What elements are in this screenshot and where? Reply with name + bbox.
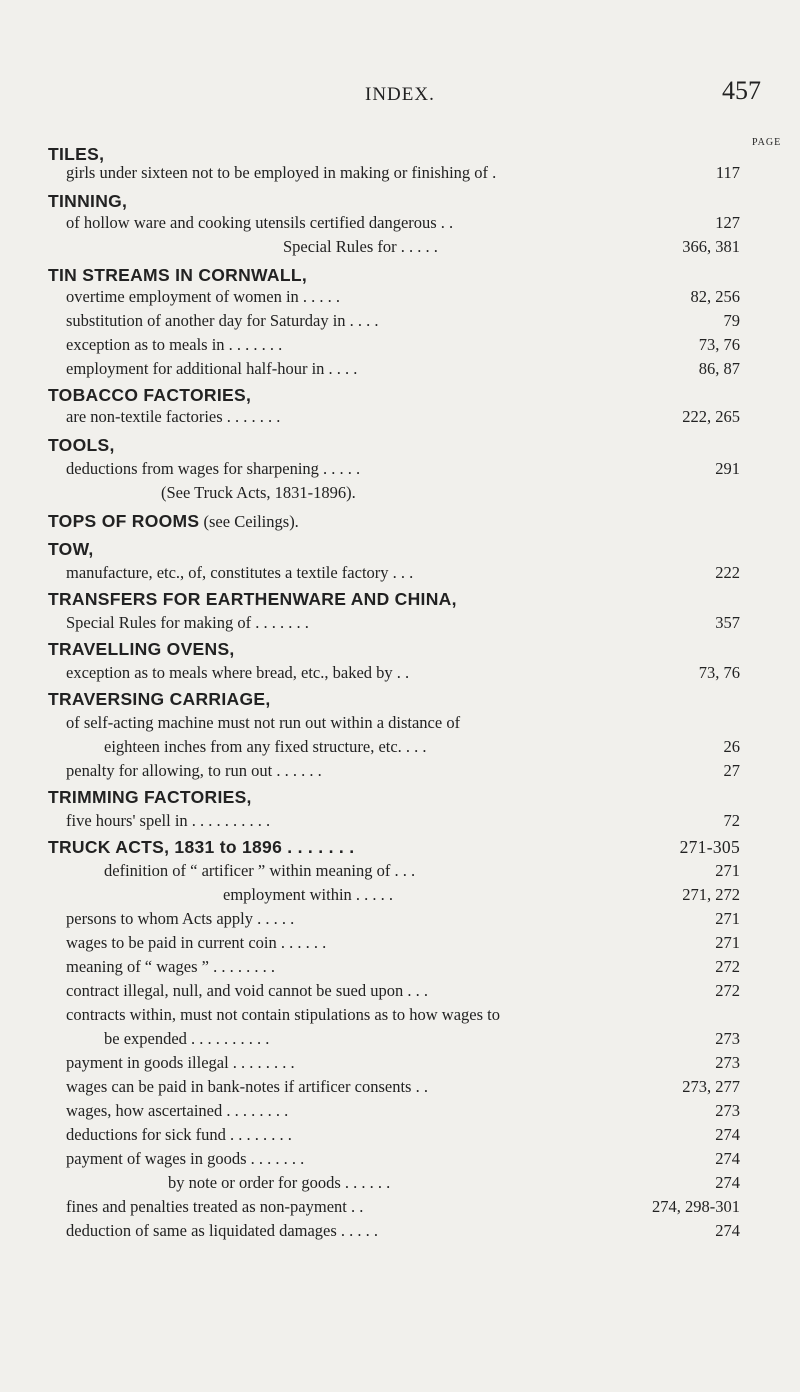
index-entry	[48, 236, 740, 258]
index-entry	[48, 162, 740, 184]
index-entry	[48, 1076, 740, 1098]
page-reference: 291	[715, 459, 740, 478]
entry-text: TRANSFERS FOR EARTHENWARE AND CHINA,	[48, 589, 457, 609]
index-entry	[48, 1220, 740, 1242]
page-reference: 117	[715, 163, 740, 182]
entry-text: deductions for sick fund . . . . . . . .	[66, 1125, 292, 1144]
entry-text: TINNING,	[48, 191, 128, 211]
page-reference: 86, 87	[698, 359, 740, 378]
index-entry	[48, 1148, 740, 1170]
entry-text: by note or order for goods . . . . . .	[168, 1173, 391, 1192]
page-reference: 127	[715, 213, 740, 232]
index-entry	[48, 736, 740, 758]
index-entry	[48, 1196, 740, 1218]
entry-text: wages to be paid in current coin . . . . . .	[66, 933, 327, 952]
cross-reference: (see Ceilings).	[199, 512, 299, 531]
page-reference: 273	[715, 1053, 740, 1072]
entry-text: persons to whom Acts apply . . . . .	[66, 909, 295, 928]
index-entry	[48, 212, 740, 234]
index-entry	[48, 712, 740, 734]
index-entry	[48, 1172, 740, 1194]
entry-text: fines and penalties treated as non-payment . .	[66, 1197, 364, 1216]
entry-text: exception as to meals where bread, etc., baked by . .	[66, 663, 410, 682]
entry-text: payment in goods illegal . . . . . . . .	[66, 1053, 295, 1072]
index-entry	[48, 1124, 740, 1146]
entry-text: (See Truck Acts, 1831-1896).	[161, 483, 356, 502]
page-reference: 222, 265	[682, 407, 740, 426]
page-reference: 27	[723, 761, 740, 780]
entry-text: five hours' spell in . . . . . . . . . .	[66, 811, 271, 830]
page-reference: 79	[723, 311, 740, 330]
page-reference: 26	[723, 737, 740, 756]
page-reference: 72	[723, 811, 740, 830]
index-entry	[48, 458, 740, 480]
entry-text: TILES,	[48, 144, 105, 164]
index-entry	[48, 1052, 740, 1074]
entry-text: of self-acting machine must not run out within a distance of	[66, 713, 461, 732]
index-heading	[48, 510, 740, 532]
page-reference: 274	[715, 1173, 740, 1192]
index-entry	[48, 932, 740, 954]
index-entry	[48, 884, 740, 906]
entry-text: contracts within, must not contain stipulations as to how wages to	[66, 1005, 500, 1024]
page-reference: 73, 76	[698, 663, 740, 682]
running-title: INDEX.	[365, 84, 435, 105]
entry-text: employment within . . . . .	[223, 885, 394, 904]
index-entry	[48, 980, 740, 1002]
page-reference: 366, 381	[682, 237, 740, 256]
entry-text: contract illegal, null, and void cannot be sued upon . . .	[66, 981, 428, 1000]
entry-text: of hollow ware and cooking utensils certified dangerous . .	[66, 213, 454, 232]
entry-text: Special Rules for . . . . .	[283, 237, 438, 256]
index-entry	[48, 358, 740, 380]
index-entry	[48, 612, 740, 634]
page-reference: 271-305	[679, 837, 740, 857]
entry-text: Special Rules for making of . . . . . . .	[66, 613, 309, 632]
entry-text: wages, how ascertained . . . . . . . .	[66, 1101, 289, 1120]
page-header	[0, 76, 800, 116]
page-number: 457	[722, 76, 761, 105]
index-entry	[48, 334, 740, 356]
page-reference: 274	[715, 1149, 740, 1168]
index-entry	[48, 810, 740, 832]
entry-text: overtime employment of women in . . . . .	[66, 287, 341, 306]
index-entry	[48, 1004, 740, 1026]
page-reference: 274, 298-301	[652, 1197, 740, 1216]
index-heading	[48, 538, 740, 560]
index-heading	[48, 638, 740, 660]
entry-text: are non-textile factories . . . . . . .	[66, 407, 281, 426]
index-heading	[48, 836, 740, 858]
entry-text: substitution of another day for Saturday in . . . .	[66, 311, 379, 330]
page-reference: 273	[715, 1101, 740, 1120]
index-entry	[48, 1100, 740, 1122]
index-entry	[48, 956, 740, 978]
index-entry	[48, 908, 740, 930]
index-entry	[48, 1028, 740, 1050]
page-reference: 274	[715, 1125, 740, 1144]
index-heading	[48, 190, 740, 212]
entry-text: penalty for allowing, to run out . . . . . .	[66, 761, 322, 780]
entry-text: TOBACCO FACTORIES,	[48, 385, 252, 405]
index-entry	[48, 760, 740, 782]
entry-text: TRAVELLING OVENS,	[48, 639, 235, 659]
index-entry	[48, 662, 740, 684]
page-reference: 272	[715, 981, 740, 1000]
index-heading	[48, 434, 740, 456]
page-reference: 271, 272	[682, 885, 740, 904]
index-entry	[48, 406, 740, 428]
entry-text: employment for additional half-hour in . . . .	[66, 359, 358, 378]
index-heading	[48, 384, 740, 406]
page-reference: 73, 76	[698, 335, 740, 354]
entry-text: deductions from wages for sharpening . . . . .	[66, 459, 361, 478]
index-entry	[48, 286, 740, 308]
entry-text: TRIMMING FACTORIES,	[48, 787, 252, 807]
index-heading	[48, 264, 740, 286]
page-reference: 271	[715, 933, 740, 952]
page-reference: 82, 256	[690, 287, 740, 306]
entry-text: TRAVERSING CARRIAGE,	[48, 689, 271, 709]
index-heading	[48, 588, 740, 610]
page-reference: 271	[715, 861, 740, 880]
page-reference: 272	[715, 957, 740, 976]
page-reference: 274	[715, 1221, 740, 1240]
index-entry	[48, 310, 740, 332]
entry-text: exception as to meals in . . . . . . .	[66, 335, 283, 354]
entry-text: eighteen inches from any fixed structure, etc. . . .	[104, 737, 427, 756]
entry-text: girls under sixteen not to be employed in making or finishing of .	[66, 163, 497, 182]
index-entry	[48, 860, 740, 882]
page-reference: 222	[715, 563, 740, 582]
entry-text: definition of “ artificer ” within meaning of . . .	[104, 861, 416, 880]
entry-text: TOPS OF ROOMS (see Ceilings).	[48, 511, 299, 531]
index-entry	[48, 562, 740, 584]
index-heading	[48, 688, 740, 710]
entry-text: wages can be paid in bank-notes if artificer consents . .	[66, 1077, 428, 1096]
entry-text: TOOLS,	[48, 435, 115, 455]
page-column-label: PAGE	[752, 137, 782, 148]
entry-text: deduction of same as liquidated damages . . . . .	[66, 1221, 379, 1240]
entry-text: be expended . . . . . . . . . .	[104, 1029, 270, 1048]
entry-text: manufacture, etc., of, constitutes a textile factory . . .	[66, 563, 414, 582]
page-reference: 271	[715, 909, 740, 928]
page-reference: 273	[715, 1029, 740, 1048]
entry-text: TOW,	[48, 539, 94, 559]
index-heading	[48, 786, 740, 808]
entry-text: TRUCK ACTS, 1831 to 1896 . . . . . . .	[48, 837, 355, 857]
entry-text: meaning of “ wages ” . . . . . . . .	[66, 957, 275, 976]
page-reference: 273, 277	[682, 1077, 740, 1096]
entry-text: TIN STREAMS IN CORNWALL,	[48, 265, 307, 285]
entry-text: payment of wages in goods . . . . . . .	[66, 1149, 305, 1168]
index-entry	[48, 482, 740, 504]
page-reference: 357	[715, 613, 740, 632]
